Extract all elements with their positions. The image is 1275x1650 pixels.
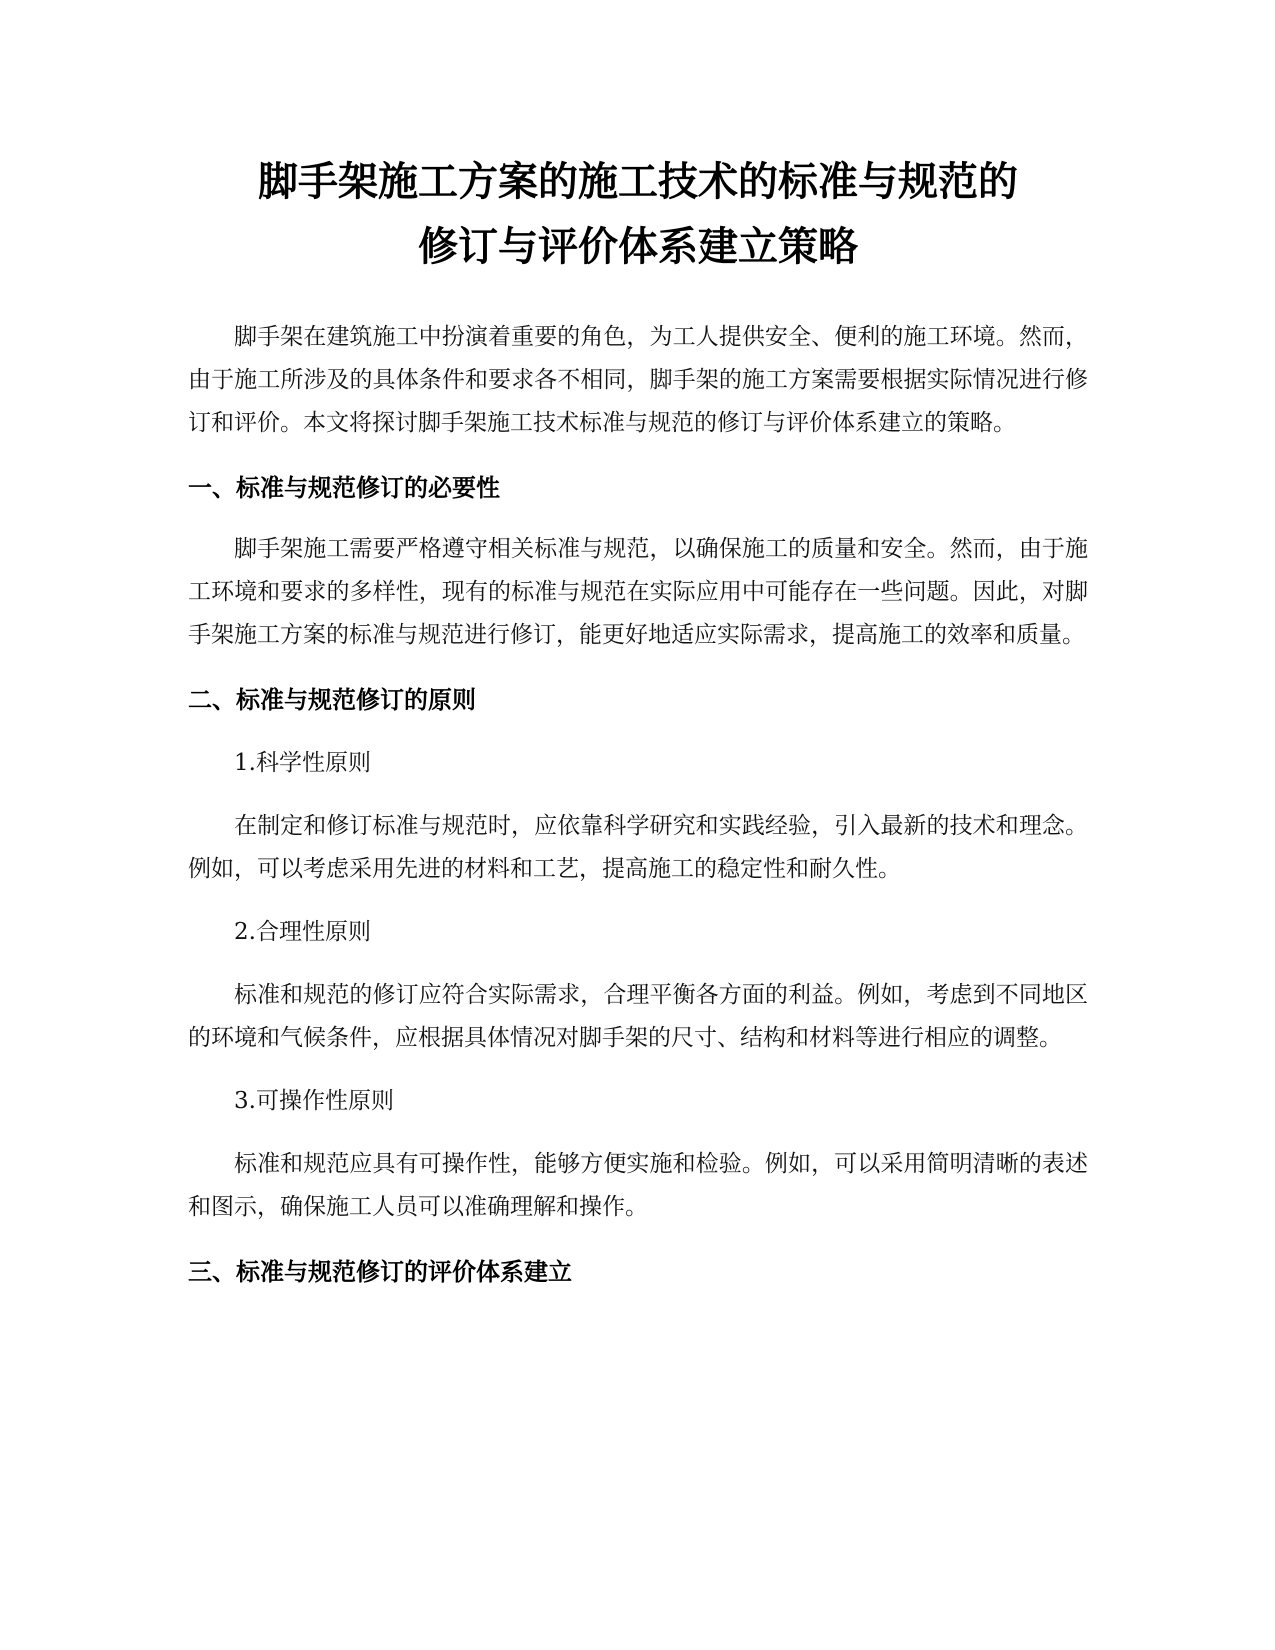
principle-2-title: 2.合理性原则: [234, 919, 371, 945]
document-title: [188, 150, 1088, 280]
principle-2-paragraph: 标准和规范的修订应符合实际需求，合理平衡各方面的利益。例如，考虑到不同地区的环境和气候条件，应根据具体情况对脚手架的尺寸、结构和材料等进行相应的调整。: [188, 982, 1088, 1051]
section-1-paragraph: 脚手架施工需要严格遵守相关标准与规范，以确保施工的质量和安全。然而，由于施工环境和要求的多样性，现有的标准与规范在实际应用中可能存在一些问题。因此，对脚手架施工方案的标准与规范进行修订，能更好地适应实际需求，提高施工的效率和质量。: [188, 536, 1088, 648]
principle-1-title: 1.科学性原则: [234, 750, 371, 776]
document-content: [188, 150, 1088, 1294]
document-title-line-1: 脚手架施工方案的施工技术的标准与规范的: [258, 159, 1018, 205]
principle-3-title: 3.可操作性原则: [234, 1088, 394, 1114]
section-1-heading: 一、标准与规范修订的必要性: [188, 474, 500, 502]
document-title-line-2: 修订与评价体系建立策略: [418, 224, 858, 270]
section-2-heading: 二、标准与规范修订的原则: [188, 686, 476, 714]
principle-1-paragraph: 在制定和修订标准与规范时，应依靠科学研究和实践经验，引入最新的技术和理念。例如，可以考虑采用先进的材料和工艺，提高施工的稳定性和耐久性。: [188, 813, 1088, 882]
intro-paragraph: 脚手架在建筑施工中扮演着重要的角色，为工人提供安全、便利的施工环境。然而，由于施工所涉及的具体条件和要求各不相同，脚手架的施工方案需要根据实际情况进行修订和评价。本文将探讨脚手架施工技术标准与规范的修订与评价体系建立的策略。: [188, 324, 1088, 436]
principle-3-paragraph: 标准和规范应具有可操作性，能够方便实施和检验。例如，可以采用简明清晰的表述和图示，确保施工人员可以准确理解和操作。: [188, 1151, 1088, 1220]
section-3-heading: 三、标准与规范修订的评价体系建立: [188, 1258, 572, 1286]
